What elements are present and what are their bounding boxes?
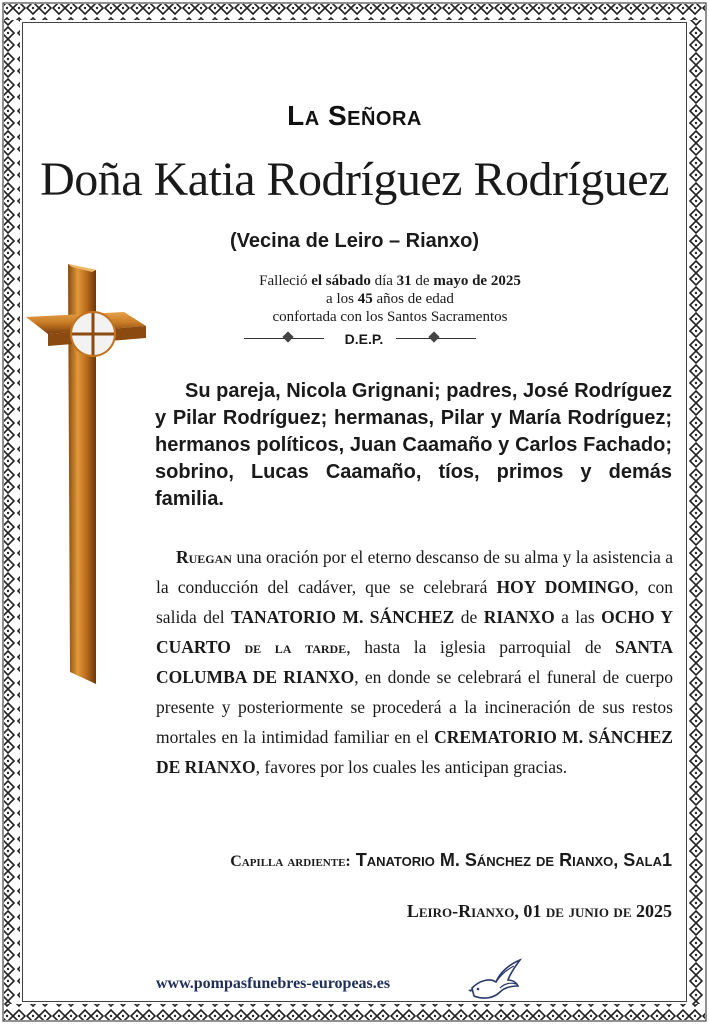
age-text: a los [326,291,358,307]
death-day: el sábado [311,273,371,289]
death-info [200,272,580,326]
ceremony-text: , con salida del [156,577,673,627]
place-and-date: Leiro-Rianxo, 01 de junio de 2025 [406,901,672,921]
crematorium-name: CREMATORIO M. SÁNCHEZ DE RIANXO [156,727,673,777]
age-number: 45 [357,291,373,307]
ceremony-text: una oración por el eterno descanso de su alma y la asistencia a la conducción del cadáver, que se celebrará [156,547,673,597]
ceremony-text: a las [554,607,602,627]
neighbor-of: (Vecina de Leiro – Rianxo) [230,230,479,252]
town: RIANXO [483,607,555,627]
chapel-info [230,850,672,871]
death-line-2 [200,290,580,308]
deceased-name: Doña Katia Rodríguez Rodríguez [40,153,669,206]
death-date-number: 31 [396,273,412,289]
dove-icon [466,958,522,1002]
ceremony-text: , favores por los cuales les anticipan gracias. [255,757,568,777]
diamond-ornament-icon [282,331,293,342]
ceremony-text: de [454,607,484,627]
ceremony-text: , hasta la iglesia parroquial de [346,637,615,657]
death-line-3: confortada con los Santos Sacramentos [272,309,508,325]
diamond-ornament-icon [428,331,439,342]
ceremony-time: OCHO Y CUARTO [156,607,673,657]
website-link[interactable]: www.pompasfunebres-europeas.es [156,975,391,992]
ceremony-paragraph [156,542,673,782]
title-la-senora: La Señora [287,100,422,131]
death-month-year: mayo de 2025 [433,273,521,289]
death-text: Falleció [259,273,312,289]
dep-separator [244,330,476,348]
church-name: SANTA COLUMBA DE RIANXO [156,637,673,687]
chapel-value: Tanatorio M. Sánchez de Rianxo, Sala1 [350,850,672,870]
family-list: Su pareja, Nicola Grignani; padres, José Rodríguez y Pilar Rodríguez; hermanas, Pilar y María Rodríguez; hermanos políticos, Juan Caamaño y Carlos Fachado; sobrino, Lucas Caamaño, tíos, primos y demás familia. [155,380,672,510]
death-line-1 [200,272,580,290]
ceremony-text: , en donde se celebrará el funeral de cuerpo presente y posteriormente se procederá a la incineración de sus restos mortales en la intimidad familiar en el [156,667,673,747]
dep-label: D.E.P. [344,331,384,347]
ruegan-word: Ruegan [176,547,232,567]
ceremony-day: HOY DOMINGO [496,577,635,597]
cross-icon [24,262,149,687]
funeral-home: TANATORIO M. SÁNCHEZ [231,607,455,627]
age-text: años de edad [372,291,454,307]
chapel-label: Capilla ardiente: [230,853,351,870]
ceremony-time-suffix: de la tarde [230,637,347,657]
death-text: día [370,273,397,289]
death-text: de [411,273,434,289]
